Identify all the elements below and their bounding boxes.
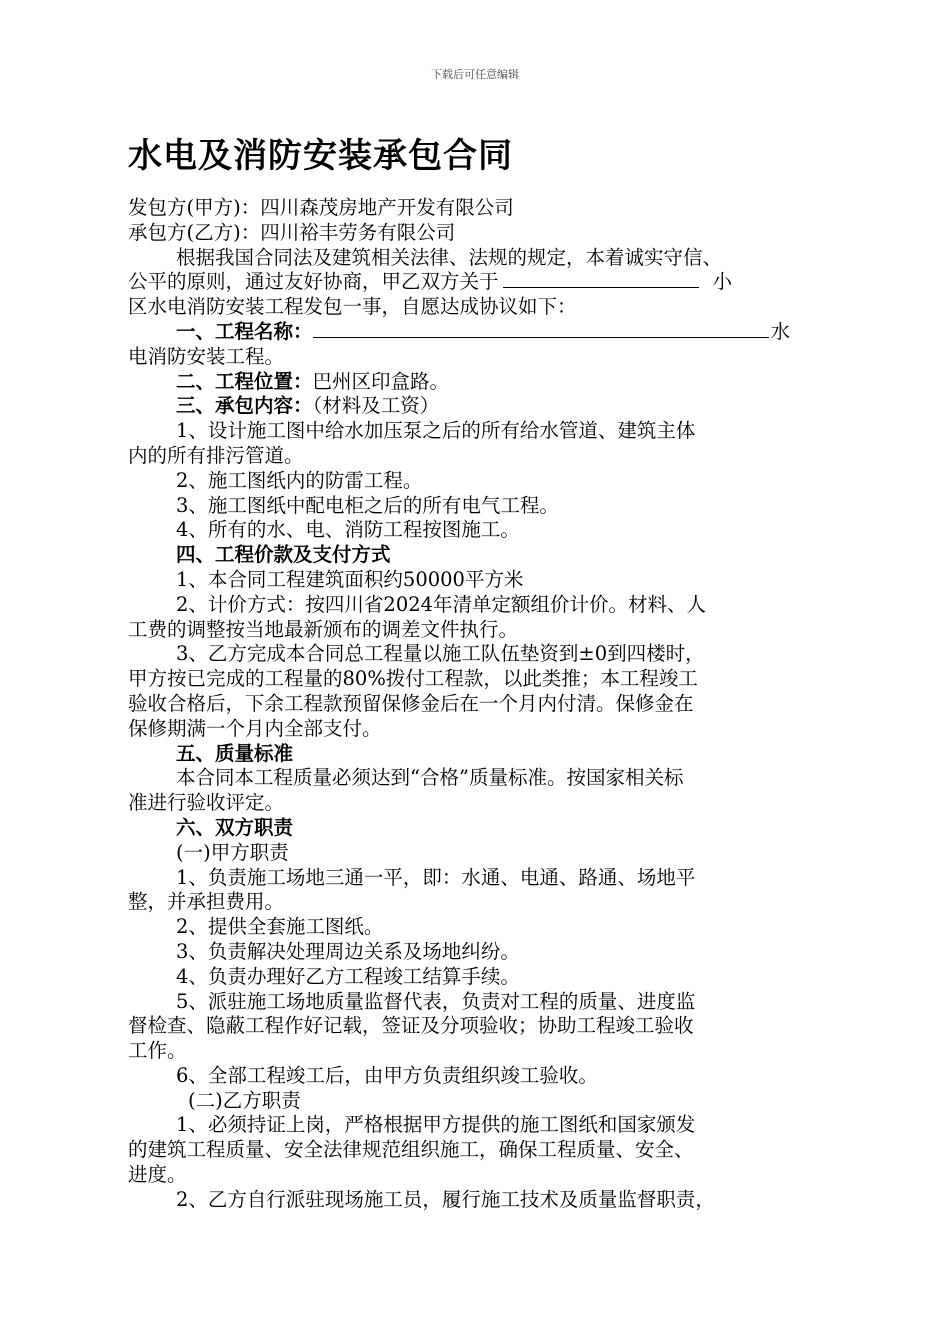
s4-item-2b: 工费的调整按当地最新颁布的调差文件执行。 (128, 617, 519, 641)
section-3-note: （材料及工资） (312, 394, 440, 418)
section-6-heading: 六、双方职责 (176, 815, 294, 839)
header-note: 下载后可任意编辑 (431, 68, 519, 81)
intro-line-1: 根据我国合同法及建筑相关法律、法规的规定，本着诚实守信、 (176, 245, 723, 269)
intro-line-2-tail: 小 (712, 270, 733, 294)
s6-a6: 6、全部工程竣工后，由甲方负责组织竣工验收。 (176, 1063, 598, 1087)
party-b-duties-heading: (二)乙方职责 (188, 1088, 301, 1112)
s5-line-1: 本合同本工程质量必须达到“合格”质量标准。按国家相关标 (176, 766, 684, 790)
s6-b1c: 进度。 (128, 1163, 187, 1187)
section-1-cont: 电消防安装工程。 (128, 344, 285, 368)
section-1-line (128, 320, 828, 345)
s4-item-3b: 甲方按已完成的工程量的80%拨付工程款，以此类推；本工程竣工 (128, 667, 698, 691)
s6-b1b: 的建筑工程质量、安全法律规范组织施工，确保工程质量、安全、 (128, 1138, 694, 1162)
section-3-heading: 三、承包内容： (176, 394, 313, 418)
party-b-line: 承包方(乙方)：四川裕丰劳务有限公司 (128, 220, 456, 244)
section-2-line (128, 370, 828, 395)
s4-item-3c: 验收合格后，下余工程款预留保修金后在一个月内付清。保修金在 (128, 691, 694, 715)
section-5-heading: 五、质量标准 (176, 741, 294, 765)
section-2-heading: 二、工程位置： (176, 369, 313, 393)
intro-line-2 (128, 270, 828, 295)
s3-item-2: 2、施工图纸内的防雷工程。 (176, 468, 423, 492)
section-2-text: 巴州区印盒路。 (312, 369, 450, 393)
s6-b2: 2、乙方自行派驻现场施工员，履行施工技术及质量监督职责， (176, 1187, 715, 1211)
project-name-blank (313, 321, 769, 338)
party-a-line: 发包方(甲方)：四川森茂房地产开发有限公司 (128, 196, 514, 219)
section-1-heading: 一、工程名称： (176, 319, 313, 343)
party-a-duties-heading: (一)甲方职责 (176, 840, 289, 864)
s6-a1b: 整，并承担费用。 (128, 890, 285, 914)
s6-a3: 3、负责解决处理周边关系及场地纠纷。 (176, 939, 520, 963)
section-3-line (128, 394, 828, 419)
s3-item-3: 3、施工图纸中配电柜之后的所有电气工程。 (176, 493, 559, 517)
section-1-tail: 水 (770, 319, 791, 343)
s6-a1a: 1、负责施工场地三通一平，即：水通、电通、路通、场地平 (176, 865, 696, 889)
s5-line-2: 准进行验收评定。 (128, 791, 285, 815)
intro-line-2-text: 公平的原则，通过友好协商，甲乙双方关于 (128, 270, 499, 294)
s6-b1a: 1、必须持证上岗，严格根据甲方提供的施工图纸和国家颁发 (176, 1113, 696, 1137)
project-blank (503, 271, 699, 288)
s6-a4: 4、负责办理好乙方工程竣工结算手续。 (176, 964, 520, 988)
contract-title: 水电及消防安装承包合同 (128, 136, 513, 176)
s4-item-2a: 2、计价方式：按四川省2024年清单定额组价计价。材料、人 (176, 592, 707, 616)
s3-item-1a: 1、设计施工图中给水加压泵之后的所有给水管道、建筑主体 (176, 419, 696, 443)
section-4-heading: 四、工程价款及支付方式 (176, 543, 391, 567)
s6-a5c: 工作。 (128, 1039, 187, 1063)
intro-line-3: 区水电消防安装工程发包一事，自愿达成协议如下： (128, 295, 577, 319)
s6-a5a: 5、派驻施工场地质量监督代表，负责对工程的质量、进度监 (176, 989, 696, 1013)
s3-item-1b: 内的所有排污管道。 (128, 443, 304, 467)
s6-a2: 2、提供全套施工图纸。 (176, 915, 384, 939)
s4-item-3a: 3、乙方完成本合同总工程量以施工队伍垫资到±0到四楼时， (176, 642, 705, 666)
s4-item-1: 1、本合同工程建筑面积约50000平方米 (176, 567, 524, 591)
contract-body (128, 196, 828, 1213)
s6-a5b: 督检查、隐蔽工程作好记载，签证及分项验收；协助工程竣工验收 (128, 1014, 694, 1038)
s4-item-3d: 保修期满一个月内全部支付。 (128, 716, 382, 740)
s3-item-4: 4、所有的水、电、消防工程按图施工。 (176, 518, 520, 542)
